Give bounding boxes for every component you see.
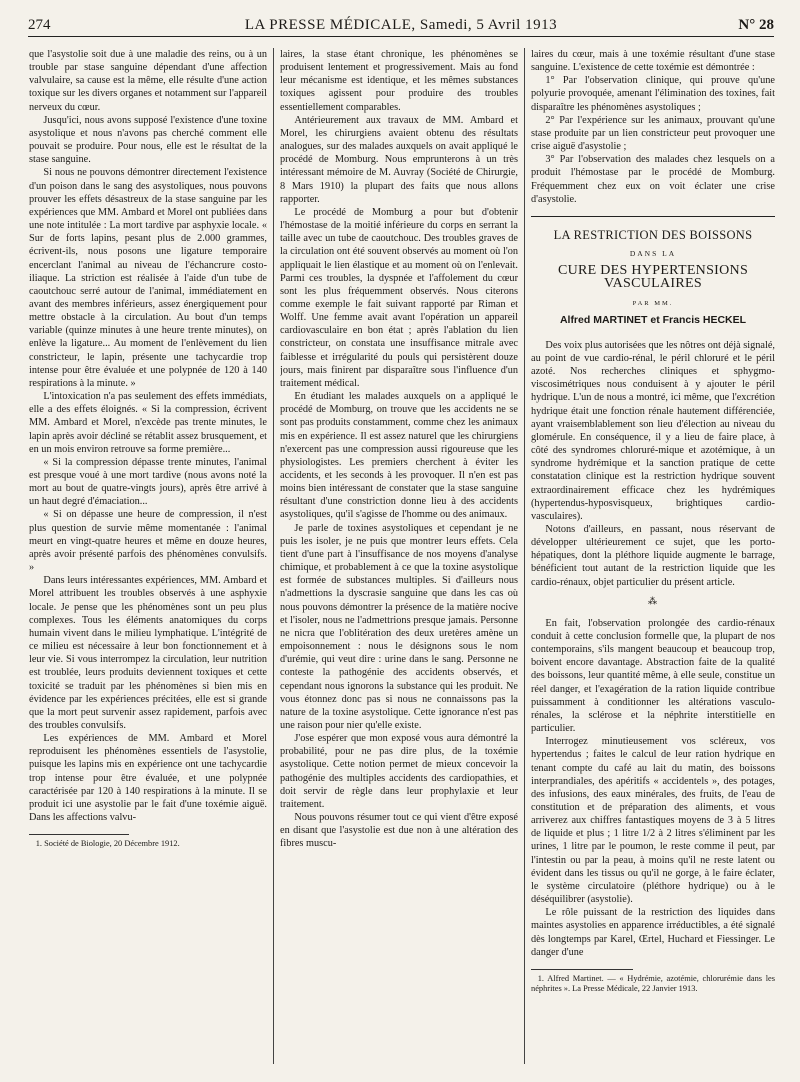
paragraph: En fait, l'observation prolongée des cardio-rénaux conduit à cette conclusion formelle que, la plupart de nos contemporains, s'ils mangent beaucoup et beaucoup trop, boivent encore davantage. Abstraction faite de la qualité des boissons, leur quantité même, à elle seule, constitue un réel danger, et l'exagération de la ration liquide contribue puissamment à conditionner les altérations vasculo-rénales, la sclérose et la néphrite interstitielle en particulier. [531, 617, 775, 735]
paragraph: Le procédé de Momburg a pour but d'obtenir l'hémostase de la moitié inférieure du corps en serrant la taille avec un tube de caoutchouc. Des troubles graves de la circulation ont été souvent observés au moment où l'on appliquait le lien élastique et au moment où on l'enlevait. Parmi ces troubles, la dyspnée et l'affolement du cœur sont les plus fréquemment observés. Nous citerons comme exemple le fait suivant rapporté par Riman et Wolff. Une femme avait avant l'opération un appareil cardiovasculaire en bon état ; après l'ablation du lien constricteur, on constata une insuffisance mitrale avec faiblesse et irrégularité du pouls qui persistèrent douze jours, mais finirent par disparaître sous l'influence d'un traitement médical. [280, 206, 518, 389]
article-title-connector: DANS LA [629, 249, 677, 259]
paragraph: 1° Par l'observation clinique, qui prouve qu'une polyurie provoquée, amenant l'élimination des toxines, fait disparaître les phénomènes asystoliques ; [531, 75, 775, 113]
column-2 [280, 48, 518, 1082]
paragraph: J'ose espérer que mon exposé vous aura démontré la probabilité, pour ne pas dire plus, de la toxémie asystolique. Cette notion permet de mieux concevoir la pathogénie des multiples accidents des cardiopathies, et doit servir de règle dans leur prophylaxie et leur traitement. [280, 733, 518, 810]
journal-title: LA PRESSE MÉDICALE, Samedi, 5 Avril 1913 [244, 17, 558, 33]
column-3 [531, 48, 775, 1082]
footnote: 1. Société de Biologie, 20 Décembre 1912. [35, 839, 180, 849]
paragraph: Dans leurs intéressantes expériences, MM. Ambard et Morel attribuent les troubles observés à une asphyxie locale. Je pense que les phénomènes sont un peu plus complexes. Tous les éléments anatomiques du corps humain vivent dans le milieu lymphatique. L'intégrité de ce milieu est nécessaire à leur bon fonctionnement et à leur vie. Si vous interrompez la circulation, leur nutrition est troublée, leurs produits deviennent toxiques et cette toxicité se traduit par les phénomènes si bien mis en évidence par les expériences précitées, elle est si grande que la mort peut survenir assez rapidement, parfois avec des troubles convulsifs. [29, 575, 267, 731]
article-byline-prefix: PAR MM. [632, 299, 674, 307]
article-authors: Alfred MARTINET et Francis HECKEL [559, 313, 747, 326]
paragraph: 2° Par l'expérience sur les animaux, prouvant qu'une stase produite par un lien constricteur peut provoquer une crise aiguë d'asystolie ; [531, 114, 775, 153]
paragraph: Nous pouvons résumer tout ce qui vient d'être exposé en disant que l'asystolie est due non à une altération des fibres muscu- [280, 812, 518, 850]
paragraph: « Si la compression dépasse trente minutes, l'animal est presque voué à une mort tardive (nous avons noté la mort au bout de quatre-vingts jours), après être arrivé à un haut degré d'émaciation... [29, 456, 267, 508]
paragraph: Des voix plus autorisées que les nôtres ont déjà signalé, au point de vue cardio-rénal, le péril chloruré et le péril azoté. Nos recherches cliniques et sphygmo-viscosimétriques nous conduisent à y ajouter le péril hydrique. L'un de nous a montré, ici même, que l'excrétion hydrique était une fonction rénale hautement différenciée, ayant vraisemblablement son lieu d'élection au niveau du glomérule. En conséquence, il y a lieu de faire place, à côté des syndromes chloruré-mique et azotémique, à un syndrome hydrémique et la sanction pratique de cette constatation clinique est la restriction hydrique souvent extraordinairement efficace chez les hydrémiques (hypertendus-hyposvisqueux, brightiques cardio-vasculaires). [531, 339, 775, 522]
footnote: 1. Alfred Martinet. — « Hydrémie, azotémie, chlorurémie dans les néphrites ». La Presse Médicale, 22 Janvier 1913. [531, 973, 775, 994]
article-title: LA RESTRICTION DES BOISSONS [553, 227, 753, 242]
footnote-rule [29, 834, 129, 835]
paragraph: L'intoxication n'a pas seulement des effets immédiats, elle a des effets éloignés. « Si la compression, écrivent MM. Ambard et Morel, n'excède pas trente minutes, le lapin après avoir décliné se rétablit assez brusquement, et en un mois environ retrouve sa forme première... [29, 391, 267, 455]
page-number: 274 [28, 17, 51, 33]
paragraph: En étudiant les malades auxquels on a appliqué le procédé de Momburg, on trouve que les accidents ne se sont pas produits constamment, comme chez les animaux mis en expérience. Il est assez naturel que les chirurgiens n'exercent pas une compression aussi rigoureuse que les physiologistes. Les premiers cherchent à éviter les accidents, et les seconds à les provoquer. Il n'en est pas moins bien intéressant de constater que la stase sanguine résultant d'une constriction donne lieu à des accidents asystoliques, qu'il s'agisse de l'homme ou des animaux. [280, 391, 518, 521]
page-header [28, 14, 774, 37]
paragraph: « Si on dépasse une heure de compression, il n'est plus question de survie même momentanée : l'animal meurt en vingt-quatre heures et même en douze heures, après avoir présenté parfois des phénomènes convulsifs. » [29, 509, 267, 574]
paragraph: Interrogez minutieusement vos scléreux, vos hypertendus ; faites le calcul de leur ration hydrique en tenant compte du café au lait du matin, des boissons interprandiales, des apéritifs « accidentels », des potages, des infusions, des eaux minérales, des fruits, de l'eau de constitution et de préparation des aliments, et vous arriverez aux chiffres fantastiques moyens de 3 à 5 litres de liquide et plus ; 1 litre 1/2 à 2 litres s'éliminent par les urines, 1 litre par le poumon, le reste comme il peut, par l'intestin ou par la peau, à moins qu'il ne reste latent ou évident dans les tissus ou qu'il ne gorge, à le faire éclater, le système circulatoire (pléthore hydrique) ou à le déséquilibrer (asystolie). [531, 736, 775, 906]
column-1 [29, 48, 267, 1082]
paragraph: 3° Par l'observation des malades chez lesquels on a produit l'hémostase par le procédé de Momburg. Fréquemment chez eux on voit éclater une crise d'asystolie. [531, 154, 775, 205]
article-title-main: CURE DES HYPERTENSIONS VASCULAIRES [557, 263, 749, 292]
footnote-rule [531, 969, 633, 970]
article-separator [531, 216, 775, 217]
paragraph: Notons d'ailleurs, en passant, nous réservant de développer ultérieurement ce sujet, que les porto-hépatiques, dont la pléthore liquide augmente le barrage, bénéficient tout autant de la restriction liquide que les cardio-rénaux, objet particulier du présent article. [531, 524, 775, 588]
paragraph: Le rôle puissant de la restriction des liquides dans maintes asystolies en apparence irréductibles, a été signalé dès longtemps par Karel, Œrtel, Huchard et Fiessinger. Le danger d'une [531, 907, 775, 958]
paragraph: Je parle de toxines asystoliques et cependant je ne puis les isoler, je ne puis que montrer leurs effets. Cela tient d'une part à l'insuffisance de nos moyens d'analyse chimique, et probablement à ce que la toxine asystolique est formée de substances multiples. Si d'ailleurs nous n'admettions la dyscrasie sanguine que dans les cas où nous pouvons démontrer la présence de la matière nocive et l'isoler, nous ne l'admettrions presque jamais. Personne ne nicra que l'oblitération des deux uretères amène un empoisonnement : nous le désignons sous le nom d'urémie, qui veut dire : urine dans le sang. Personne ne conteste la pathogénie des accidents observés, et cependant nous ignorons la substance qui les produit. Ne vous étonnez donc pas si nous ne connaissons pas la nature de la toxine asystolique. Cette ignorance n'est pas une raison pour nier qu'elle existe. [280, 522, 518, 731]
paragraph: laires, la stase étant chronique, les phénomènes se produisent lentement et progressivement. Mais au fond leur mécanisme est identique, et les mêmes substances toxiques agissent pour produire des troubles essentiellement comparables. [280, 49, 518, 113]
paragraph: Si nous ne pouvons démontrer directement l'existence d'un poison dans le sang des asystoliques, nous pouvons prouver les effets désastreux de la stase sanguine par les expériences que MM. Ambard et Morel ont publiées dans une note intitulée : La mort tardive par asphyxie locale. « Sur de forts lapins, pesant plus de 2.000 grammes, écrivent-ils, nous posons une ligature temporaire encerclant l'animal au niveau de l'échancrure costo-iliaque. La striction est réalisée à l'aide d'un tube de caoutchouc serré autour de l'animal, immédiatement en avant des membres inférieurs, assez énergiquement pour mettre obstacle à la circulation. Au bout d'un temps variable (quinze minutes à une heure trente minutes), on enlève la ligature... Au moment de l'enlèvement du lien constricteur, le lapin, présente une tachycardie trop intense pour être évaluée et une polypnée de 120 à 140 respirations à la minute. » [29, 167, 267, 389]
paragraph: Les expériences de MM. Ambard et Morel reproduisent les phénomènes essentiels de l'asystolie, puisque les lapins mis en expérience ont une tachycardie trop intense pour être évaluée, et une polypnée caractérisée par 120 à 140 respirations à la minute. Il se produit ici une asystolie par le fait d'une toxémie aiguë. Dans les affections valvu- [29, 733, 267, 824]
paragraph: Jusqu'ici, nous avons supposé l'existence d'une toxine asystolique et nous n'avons pas cherché comment elle pouvait se produire. Pour nous, elle est le résultat de la stase sanguine. [29, 114, 267, 166]
paragraph: laires du cœur, mais à une toxémie résultant d'une stase sanguine. L'existence de cette toxémie est démontrée : [531, 49, 775, 74]
paragraph: Antérieurement aux travaux de MM. Ambard et Morel, les chirurgiens avaient obtenu des résultats analogues, sur des malades auxquels on avait appliqué le procédé de Momburg. Nous emprunterons à un très intéressant mémoire de M. Auvray (Société de Chirurgie, 8 Mars 1910) la plupart des faits que nous allons rapporter. [280, 114, 518, 205]
paragraph: que l'asystolie soit due à une maladie des reins, ou à un trouble par stase sanguine dépendant d'une affection valvulaire, sa cause est la même, elle résulte d'une action toxique sur les divers organes et notamment sur l'appareil nerveux du cœur. [29, 49, 267, 113]
column-divider [273, 48, 274, 1064]
issue-number: N° 28 [738, 17, 774, 33]
section-stars: ⁂ [648, 595, 658, 606]
column-divider [524, 48, 525, 1064]
